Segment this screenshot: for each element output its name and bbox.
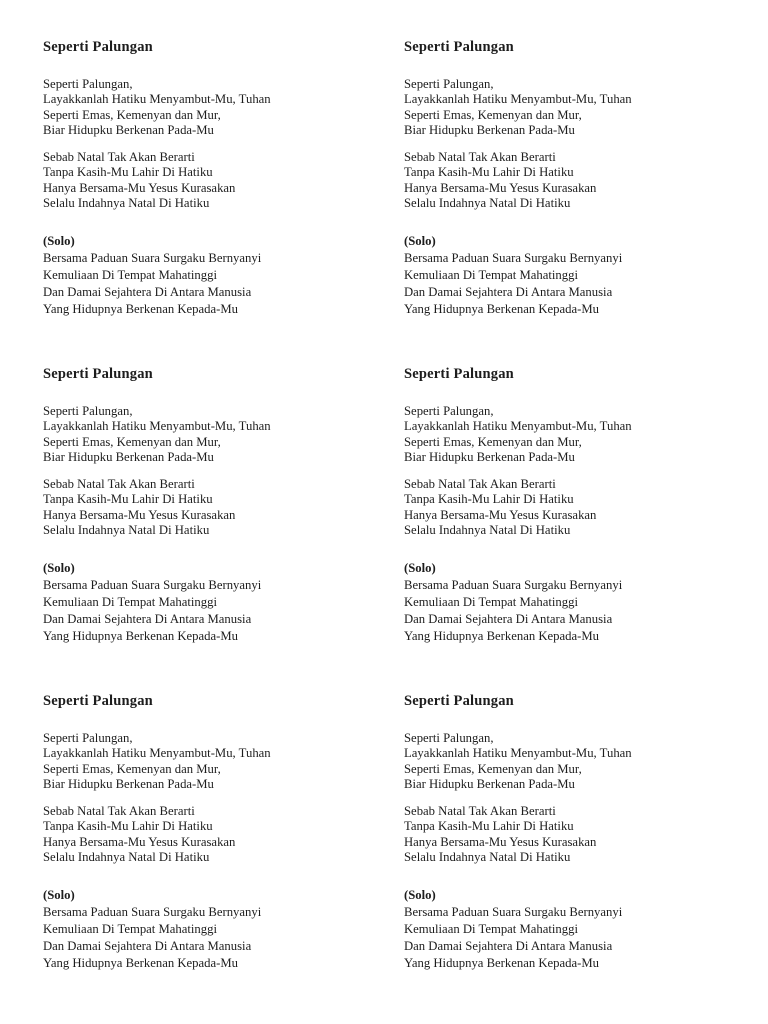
lyric-line: Seperti Emas, Kemenyan dan Mur, xyxy=(43,107,221,122)
lyric-line: Selalu Indahnya Natal Di Hatiku xyxy=(43,850,210,865)
solo-stanza xyxy=(43,560,404,645)
song-title: Seperti Palungan xyxy=(404,693,514,709)
solo-label: (Solo) xyxy=(404,561,436,576)
lyric-line: Bersama Paduan Suara Surgaku Bernyanyi xyxy=(404,251,623,266)
lyric-line: Bersama Paduan Suara Surgaku Bernyanyi xyxy=(404,578,623,593)
stanza-1 xyxy=(404,77,765,138)
lyric-line: Sebab Natal Tak Akan Berarti xyxy=(43,150,195,165)
lyric-line: Tanpa Kasih-Mu Lahir Di Hatiku xyxy=(43,165,213,180)
lyric-line: Dan Damai Sejahtera Di Antara Manusia xyxy=(43,285,252,300)
lyric-line: Seperti Palungan, xyxy=(404,77,494,91)
solo-stanza xyxy=(404,560,765,645)
lyric-line: Seperti Palungan, xyxy=(404,404,494,418)
lyric-line: Layakkanlah Hatiku Menyambut-Mu, Tuhan xyxy=(404,746,632,761)
stanza-1 xyxy=(43,77,404,138)
stanza-2 xyxy=(404,804,765,865)
lyric-line: Tanpa Kasih-Mu Lahir Di Hatiku xyxy=(404,492,574,507)
solo-label: (Solo) xyxy=(404,234,436,249)
lyric-line: Biar Hidupku Berkenan Pada-Mu xyxy=(404,449,575,464)
lyric-line: Biar Hidupku Berkenan Pada-Mu xyxy=(43,776,214,791)
lyric-block xyxy=(404,693,765,1020)
lyric-line: Layakkanlah Hatiku Menyambut-Mu, Tuhan xyxy=(43,746,271,761)
lyric-line: Selalu Indahnya Natal Di Hatiku xyxy=(43,196,210,211)
lyric-line: Tanpa Kasih-Mu Lahir Di Hatiku xyxy=(43,819,213,834)
lyric-line: Sebab Natal Tak Akan Berarti xyxy=(404,477,556,492)
lyric-line: Hanya Bersama-Mu Yesus Kurasakan xyxy=(404,834,597,849)
stanza-1 xyxy=(404,731,765,792)
lyric-block xyxy=(43,39,404,366)
song-title: Seperti Palungan xyxy=(404,39,514,55)
lyric-line: Yang Hidupnya Berkenan Kepada-Mu xyxy=(404,302,599,317)
lyric-line: Seperti Palungan, xyxy=(43,731,133,745)
lyric-line: Dan Damai Sejahtera Di Antara Manusia xyxy=(404,612,613,627)
lyric-line: Sebab Natal Tak Akan Berarti xyxy=(43,804,195,819)
lyric-line: Kemuliaan Di Tempat Mahatinggi xyxy=(404,595,578,610)
stanza-2 xyxy=(404,477,765,538)
lyric-line: Biar Hidupku Berkenan Pada-Mu xyxy=(43,122,214,137)
lyric-line: Selalu Indahnya Natal Di Hatiku xyxy=(404,850,571,865)
solo-stanza xyxy=(43,233,404,318)
lyric-line: Hanya Bersama-Mu Yesus Kurasakan xyxy=(404,180,597,195)
lyric-line: Tanpa Kasih-Mu Lahir Di Hatiku xyxy=(404,819,574,834)
lyric-line: Kemuliaan Di Tempat Mahatinggi xyxy=(43,922,217,937)
lyric-line: Yang Hidupnya Berkenan Kepada-Mu xyxy=(404,956,599,971)
lyric-line: Dan Damai Sejahtera Di Antara Manusia xyxy=(404,939,613,954)
lyric-line: Seperti Emas, Kemenyan dan Mur, xyxy=(404,434,582,449)
lyric-line: Layakkanlah Hatiku Menyambut-Mu, Tuhan xyxy=(43,419,271,434)
lyric-line: Biar Hidupku Berkenan Pada-Mu xyxy=(43,449,214,464)
lyric-line: Biar Hidupku Berkenan Pada-Mu xyxy=(404,122,575,137)
lyric-line: Bersama Paduan Suara Surgaku Bernyanyi xyxy=(404,905,623,920)
song-title: Seperti Palungan xyxy=(43,39,153,55)
lyric-line: Kemuliaan Di Tempat Mahatinggi xyxy=(404,268,578,283)
lyric-block xyxy=(43,366,404,693)
stanza-1 xyxy=(43,731,404,792)
lyric-line: Sebab Natal Tak Akan Berarti xyxy=(404,150,556,165)
lyric-block xyxy=(404,39,765,366)
lyric-line: Seperti Palungan, xyxy=(43,77,133,91)
lyric-line: Hanya Bersama-Mu Yesus Kurasakan xyxy=(43,834,236,849)
lyric-line: Seperti Emas, Kemenyan dan Mur, xyxy=(43,434,221,449)
song-title: Seperti Palungan xyxy=(404,366,514,382)
lyric-line: Dan Damai Sejahtera Di Antara Manusia xyxy=(43,612,252,627)
solo-stanza xyxy=(43,887,404,972)
lyric-block xyxy=(404,366,765,693)
lyric-line: Layakkanlah Hatiku Menyambut-Mu, Tuhan xyxy=(43,92,271,107)
lyric-line: Biar Hidupku Berkenan Pada-Mu xyxy=(404,776,575,791)
lyric-block xyxy=(43,693,404,1020)
solo-stanza xyxy=(404,233,765,318)
lyric-line: Bersama Paduan Suara Surgaku Bernyanyi xyxy=(43,251,262,266)
lyric-line: Kemuliaan Di Tempat Mahatinggi xyxy=(404,922,578,937)
solo-label: (Solo) xyxy=(43,234,75,249)
lyric-line: Hanya Bersama-Mu Yesus Kurasakan xyxy=(43,180,236,195)
lyric-line: Tanpa Kasih-Mu Lahir Di Hatiku xyxy=(43,492,213,507)
lyric-line: Seperti Emas, Kemenyan dan Mur, xyxy=(404,761,582,776)
lyric-line: Kemuliaan Di Tempat Mahatinggi xyxy=(43,595,217,610)
lyric-line: Dan Damai Sejahtera Di Antara Manusia xyxy=(43,939,252,954)
lyrics-grid xyxy=(43,39,768,1020)
lyric-line: Sebab Natal Tak Akan Berarti xyxy=(43,477,195,492)
lyric-line: Tanpa Kasih-Mu Lahir Di Hatiku xyxy=(404,165,574,180)
lyric-line: Yang Hidupnya Berkenan Kepada-Mu xyxy=(404,629,599,644)
lyric-line: Layakkanlah Hatiku Menyambut-Mu, Tuhan xyxy=(404,92,632,107)
lyric-line: Seperti Palungan, xyxy=(404,731,494,745)
lyric-line: Seperti Palungan, xyxy=(43,404,133,418)
song-title: Seperti Palungan xyxy=(43,693,153,709)
lyric-line: Hanya Bersama-Mu Yesus Kurasakan xyxy=(404,507,597,522)
solo-label: (Solo) xyxy=(404,888,436,903)
lyric-line: Bersama Paduan Suara Surgaku Bernyanyi xyxy=(43,578,262,593)
stanza-2 xyxy=(43,804,404,865)
lyric-line: Dan Damai Sejahtera Di Antara Manusia xyxy=(404,285,613,300)
lyric-line: Yang Hidupnya Berkenan Kepada-Mu xyxy=(43,956,238,971)
lyric-line: Seperti Emas, Kemenyan dan Mur, xyxy=(404,107,582,122)
stanza-2 xyxy=(404,150,765,211)
lyric-line: Hanya Bersama-Mu Yesus Kurasakan xyxy=(43,507,236,522)
lyric-line: Bersama Paduan Suara Surgaku Bernyanyi xyxy=(43,905,262,920)
lyric-line: Layakkanlah Hatiku Menyambut-Mu, Tuhan xyxy=(404,419,632,434)
lyric-line: Kemuliaan Di Tempat Mahatinggi xyxy=(43,268,217,283)
stanza-1 xyxy=(43,404,404,465)
lyric-line: Sebab Natal Tak Akan Berarti xyxy=(404,804,556,819)
stanza-2 xyxy=(43,477,404,538)
lyric-line: Yang Hidupnya Berkenan Kepada-Mu xyxy=(43,302,238,317)
lyric-line: Selalu Indahnya Natal Di Hatiku xyxy=(43,523,210,538)
lyric-line: Selalu Indahnya Natal Di Hatiku xyxy=(404,523,571,538)
lyric-line: Yang Hidupnya Berkenan Kepada-Mu xyxy=(43,629,238,644)
lyric-line: Seperti Emas, Kemenyan dan Mur, xyxy=(43,761,221,776)
solo-stanza xyxy=(404,887,765,972)
solo-label: (Solo) xyxy=(43,888,75,903)
stanza-2 xyxy=(43,150,404,211)
stanza-1 xyxy=(404,404,765,465)
solo-label: (Solo) xyxy=(43,561,75,576)
lyric-line: Selalu Indahnya Natal Di Hatiku xyxy=(404,196,571,211)
song-title: Seperti Palungan xyxy=(43,366,153,382)
